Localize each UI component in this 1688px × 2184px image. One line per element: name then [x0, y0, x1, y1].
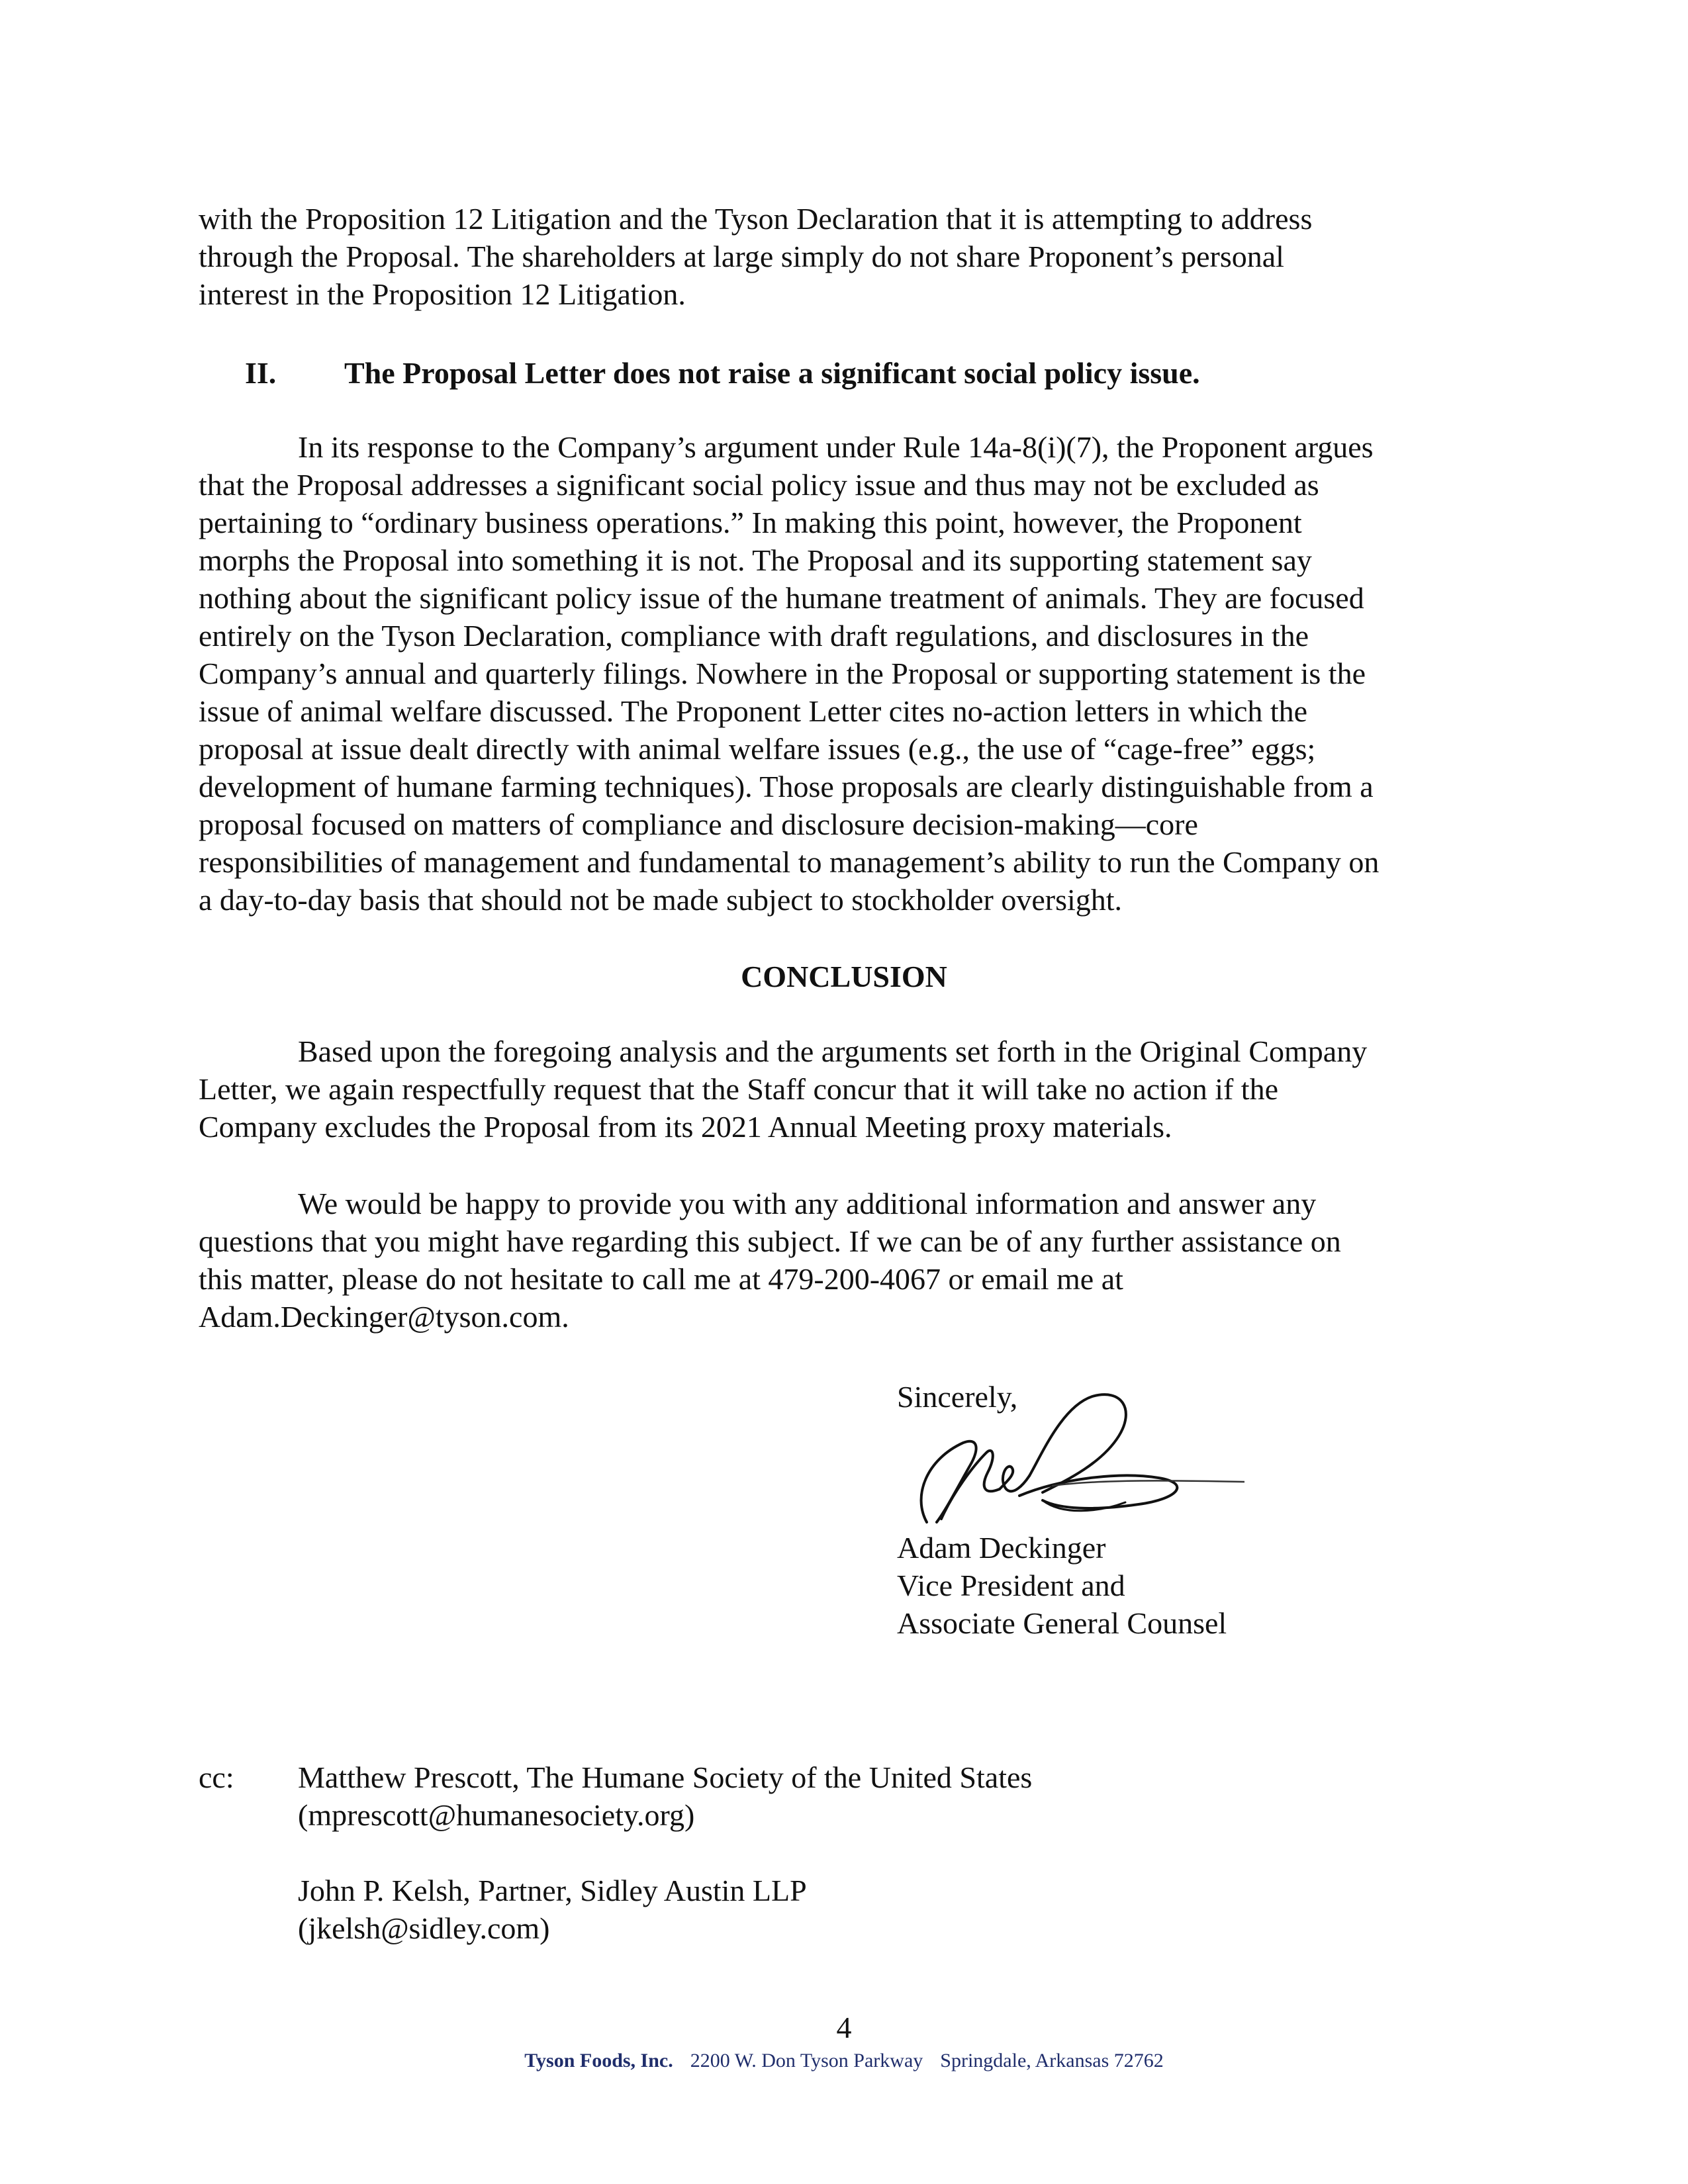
footer-company: Tyson Foods, Inc.: [524, 2050, 673, 2071]
cc-recipient-email: (mprescott@humanesociety.org): [298, 1798, 695, 1832]
letterhead-footer: [0, 2050, 1688, 2072]
footer-city: Springdale, Arkansas 72762: [940, 2050, 1164, 2071]
section-line: entirely on the Tyson Declaration, compliance with draft regulations, and disclosures in the: [199, 619, 1309, 653]
intro-paragraph: [199, 200, 1496, 313]
section-line: development of humane farming techniques). Those proposals are clearly distinguishable from a: [199, 770, 1374, 803]
cc-label: cc:: [199, 1760, 234, 1794]
intro-line: interest in the Proposition 12 Litigation.: [199, 277, 686, 311]
cc-recipient-email: (jkelsh@sidley.com): [298, 1911, 550, 1945]
signatory-title: Vice President and: [897, 1569, 1125, 1602]
cc-recipient: [298, 1872, 807, 1947]
closing-line: questions that you might have regarding this subject. If we can be of any further assistance on: [199, 1224, 1341, 1258]
conclusion-line: Company excludes the Proposal from its 2021 Annual Meeting proxy materials.: [199, 1110, 1172, 1144]
conclusion-line: Letter, we again respectfully request that the Staff concur that it will take no action if the: [199, 1072, 1279, 1106]
signatory-name: Adam Deckinger: [897, 1531, 1106, 1565]
section-heading: [245, 354, 1200, 392]
cc-recipient: [298, 1758, 1032, 1834]
section-line: proposal at issue dealt directly with animal welfare issues (e.g., the use of “cage-free” eggs;: [199, 732, 1316, 766]
closing-line: this matter, please do not hesitate to call me at 479-200-4067 or email me at: [199, 1262, 1123, 1296]
conclusion-paragraph: [199, 1032, 1496, 1146]
conclusion-heading: CONCLUSION: [741, 960, 947, 993]
section-line: responsibilities of management and fundamental to management’s ability to run the Company on: [199, 845, 1380, 879]
section-number: II.: [245, 356, 277, 390]
closing-line: Adam.Deckinger@tyson.com.: [199, 1300, 569, 1334]
section-line: nothing about the significant policy issue of the humane treatment of animals. They are focused: [199, 581, 1364, 615]
conclusion-line: Based upon the foregoing analysis and the arguments set forth in the Original Company: [298, 1034, 1368, 1068]
section-line: morphs the Proposal into something it is not. The Proposal and its supporting statement say: [199, 543, 1312, 577]
cc-recipient-name: John P. Kelsh, Partner, Sidley Austin LLP: [298, 1874, 807, 1907]
page-number: 4: [836, 2011, 852, 2044]
footer-street: 2200 W. Don Tyson Parkway: [690, 2050, 923, 2071]
intro-line: through the Proposal. The shareholders at large simply do not share Proponent’s personal: [199, 240, 1284, 273]
section-line: pertaining to “ordinary business operations.” In making this point, however, the Proponent: [199, 506, 1302, 539]
section-line: Company’s annual and quarterly filings. Nowhere in the Proposal or supporting statement is the: [199, 657, 1366, 690]
signatory-title: Associate General Counsel: [897, 1606, 1227, 1640]
section-line: In its response to the Company’s argument under Rule 14a-8(i)(7), the Proponent argues: [298, 430, 1374, 464]
section-paragraph: [199, 428, 1496, 919]
closing-line: We would be happy to provide you with any additional information and answer any: [298, 1187, 1317, 1220]
closing-paragraph: [199, 1185, 1496, 1336]
intro-line: with the Proposition 12 Litigation and the Tyson Declaration that it is attempting to address: [199, 202, 1313, 236]
section-line: that the Proposal addresses a significant social policy issue and thus may not be excluded as: [199, 468, 1319, 502]
cc-recipient-name: Matthew Prescott, The Humane Society of the United States: [298, 1760, 1033, 1794]
handwritten-signature: [900, 1380, 1244, 1539]
salutation: Sincerely,: [897, 1380, 1018, 1414]
section-line: issue of animal welfare discussed. The Proponent Letter cites no-action letters in which the: [199, 694, 1308, 728]
section-line: a day-to-day basis that should not be made subject to stockholder oversight.: [199, 883, 1123, 917]
section-title: The Proposal Letter does not raise a significant social policy issue.: [344, 356, 1200, 390]
section-line: proposal focused on matters of compliance and disclosure decision-making—core: [199, 807, 1198, 841]
